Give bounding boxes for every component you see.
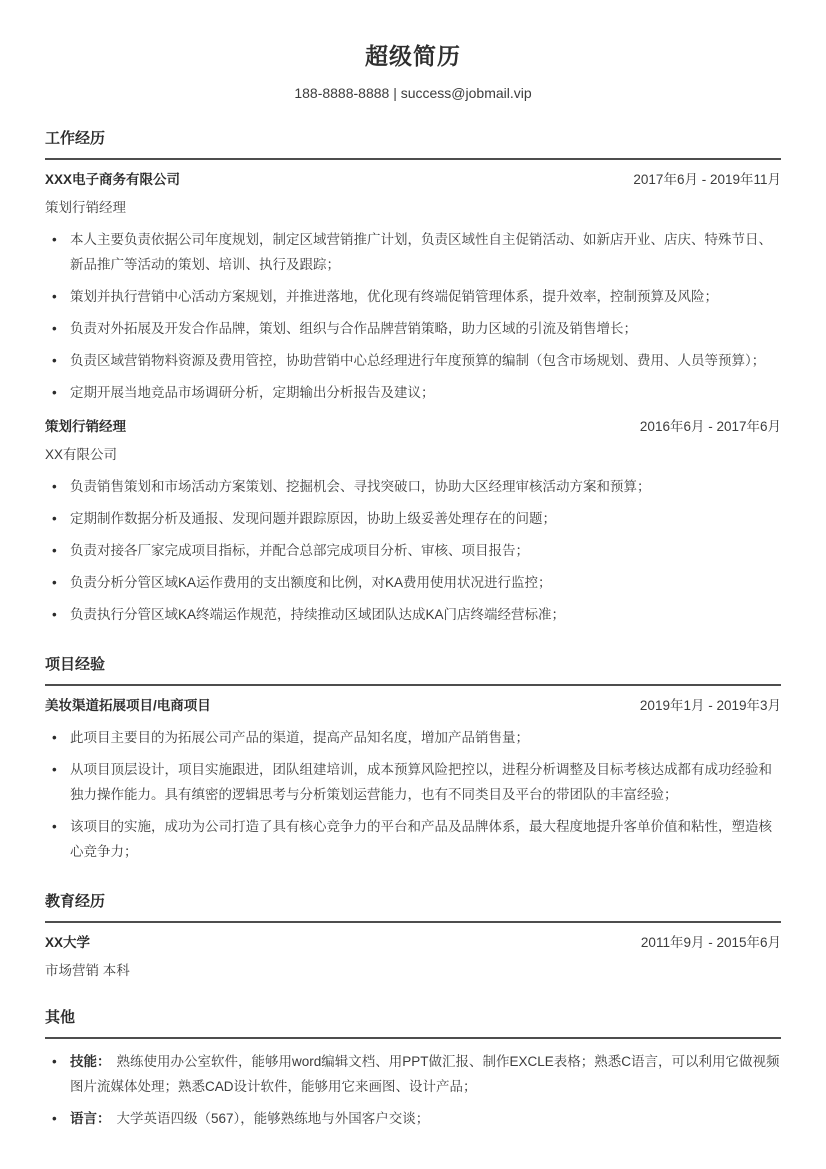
bullet-content: [70, 227, 781, 277]
bullet-item: [45, 538, 781, 563]
entry-date: 2011年9月 - 2015年6月: [640, 934, 781, 950]
section-work-experience: [45, 129, 781, 627]
entry-header: [45, 170, 781, 189]
bullet-content: [70, 284, 781, 309]
section-heading: 项目经验: [45, 655, 106, 673]
bullet-dot-icon: •: [52, 288, 57, 304]
bullet-content: [70, 570, 781, 595]
bullet-dot-icon: •: [52, 231, 57, 247]
section-entries: [45, 933, 781, 980]
bullet-content: [70, 725, 781, 750]
bullet-text: 定期制作数据分析及通报、发现问题并跟踪原因，协助上级妥善处理存在的问题；: [70, 510, 556, 526]
bullet-item: [45, 570, 781, 595]
section-education: [45, 892, 781, 980]
bullet-item: [45, 725, 781, 750]
resume-body: [45, 129, 781, 1131]
entry-header: [45, 696, 781, 715]
entry-title: XX大学: [45, 934, 91, 950]
bullet-list: [45, 1049, 781, 1131]
section-heading: 教育经历: [45, 892, 106, 910]
bullet-text: 负责对接各厂家完成项目指标，并配合总部完成项目分析、审核、项目报告；: [70, 542, 529, 558]
section-other: [45, 1008, 781, 1131]
bullet-item: [45, 506, 781, 531]
bullet-dot-icon: •: [52, 320, 57, 336]
bullet-content: [70, 1106, 781, 1131]
section-divider: [45, 1037, 781, 1039]
resume-header: [45, 42, 781, 101]
section-heading: 其他: [45, 1008, 76, 1026]
bullet-item: [45, 602, 781, 627]
bullet-text: 本人主要负责依据公司年度规划，制定区域营销推广计划，负责区域性自主促销活动、如新店开业、店庆、特殊节日、新品推广等活动的策划、培训、执行及跟踪；: [70, 231, 772, 272]
bullet-text: 策划并执行营销中心活动方案规划，并推进落地，优化现有终端促销管理体系，提升效率，控制预算及风险；: [70, 288, 718, 304]
bullet-label: 语言：: [70, 1110, 111, 1126]
entry-subtitle: XX有限公司: [45, 446, 118, 462]
entry-title: 策划行销经理: [45, 418, 126, 434]
section-entries: [45, 1049, 781, 1131]
bullet-dot-icon: •: [52, 818, 57, 834]
bullet-text: 此项目主要目的为拓展公司产品的渠道，提高产品知名度，增加产品销售量；: [70, 729, 529, 745]
bullet-item: [45, 1049, 781, 1099]
resume-entry: [45, 417, 781, 627]
bullet-item: [45, 1106, 781, 1131]
bullet-item: [45, 348, 781, 373]
resume-title: 超级简历: [365, 43, 461, 69]
bullet-item: [45, 380, 781, 405]
bullet-text: 定期开展当地竞品市场调研分析，定期输出分析报告及建议；: [70, 384, 435, 400]
bullet-item: [45, 316, 781, 341]
bullet-dot-icon: •: [52, 478, 57, 494]
bullet-content: [70, 316, 781, 341]
bullet-content: [70, 757, 781, 807]
entry-header: [45, 933, 781, 952]
bullet-item: [45, 284, 781, 309]
resume-entry: [45, 1049, 781, 1131]
bullet-text: 熟练使用办公室软件，能够用word编辑文档、用PPT做汇报、制作EXCLE表格；熟悉C语言，可以利用它做视频图片流媒体处理；熟悉CAD设计软件，能够用它来画图、设计产品；: [70, 1053, 780, 1094]
entry-subtitle: 市场营销 本科: [45, 962, 130, 978]
bullet-content: [70, 380, 781, 405]
bullet-dot-icon: •: [52, 574, 57, 590]
bullet-list: [45, 474, 781, 627]
bullet-text: 该项目的实施，成功为公司打造了具有核心竞争力的平台和产品及品牌体系，最大程度地提升客单价值和粘性，塑造核心竞争力；: [70, 818, 772, 859]
bullet-content: [70, 348, 781, 373]
section-entries: [45, 170, 781, 627]
bullet-item: [45, 757, 781, 807]
contact-info: 188-8888-8888 | success@jobmail.vip: [294, 84, 532, 101]
bullet-content: [70, 602, 781, 627]
bullet-dot-icon: •: [52, 352, 57, 368]
section-divider: [45, 921, 781, 923]
bullet-text: 负责对外拓展及开发合作品牌，策划、组织与合作品牌营销策略，助力区域的引流及销售增长；: [70, 320, 637, 336]
resume-entry: [45, 170, 781, 405]
section-divider: [45, 158, 781, 160]
section-project-experience: [45, 655, 781, 864]
bullet-content: [70, 538, 781, 563]
bullet-item: [45, 814, 781, 864]
entry-subtitle: 策划行销经理: [45, 199, 126, 215]
section-entries: [45, 696, 781, 864]
bullet-text: 负责分析分管区域KA运作费用的支出额度和比例，对KA费用使用状况进行监控；: [70, 574, 552, 590]
entry-header: [45, 417, 781, 436]
bullet-dot-icon: •: [52, 542, 57, 558]
bullet-text: 负责区域营销物料资源及费用管控，协助营销中心总经理进行年度预算的编制（包含市场规划、费用、人员等预算）；: [70, 352, 766, 368]
bullet-dot-icon: •: [52, 761, 57, 777]
bullet-text: 从项目顶层设计，项目实施跟进，团队组建培训，成本预算风险把控以，进程分析调整及目标考核达成都有成功经验和独力操作能力。具有缜密的逻辑思考与分析策划运营能力，也有不同类目及平台的带团队的丰富经验；: [70, 761, 772, 802]
bullet-content: [70, 506, 781, 531]
bullet-content: [70, 814, 781, 864]
bullet-list: [45, 227, 781, 405]
section-divider: [45, 684, 781, 686]
resume-entry: [45, 933, 781, 980]
entry-date: 2019年1月 - 2019年3月: [639, 697, 781, 713]
bullet-dot-icon: •: [52, 384, 57, 400]
bullet-content: [70, 474, 781, 499]
entry-date: 2017年6月 - 2019年11月: [633, 171, 781, 187]
entry-title: 美妆渠道拓展项目/电商项目: [45, 697, 211, 713]
resume-entry: [45, 696, 781, 864]
bullet-text: 大学英语四级（567），能够熟练地与外国客户交谈；: [116, 1110, 430, 1126]
entry-date: 2016年6月 - 2017年6月: [639, 418, 781, 434]
bullet-list: [45, 725, 781, 864]
bullet-text: 负责执行分管区域KA终端运作规范，持续推动区域团队达成KA门店终端经营标准；: [70, 606, 566, 622]
bullet-content: [70, 1049, 781, 1099]
entry-title: XXX电子商务有限公司: [45, 171, 181, 187]
bullet-dot-icon: •: [52, 606, 57, 622]
bullet-dot-icon: •: [52, 1053, 57, 1069]
bullet-label: 技能：: [70, 1053, 111, 1069]
bullet-dot-icon: •: [52, 1110, 57, 1126]
bullet-dot-icon: •: [52, 510, 57, 526]
bullet-item: [45, 227, 781, 277]
bullet-dot-icon: •: [52, 729, 57, 745]
bullet-item: [45, 474, 781, 499]
bullet-text: 负责销售策划和市场活动方案策划、挖掘机会、寻找突破口，协助大区经理审核活动方案和预算；: [70, 478, 651, 494]
section-heading: 工作经历: [45, 129, 106, 147]
